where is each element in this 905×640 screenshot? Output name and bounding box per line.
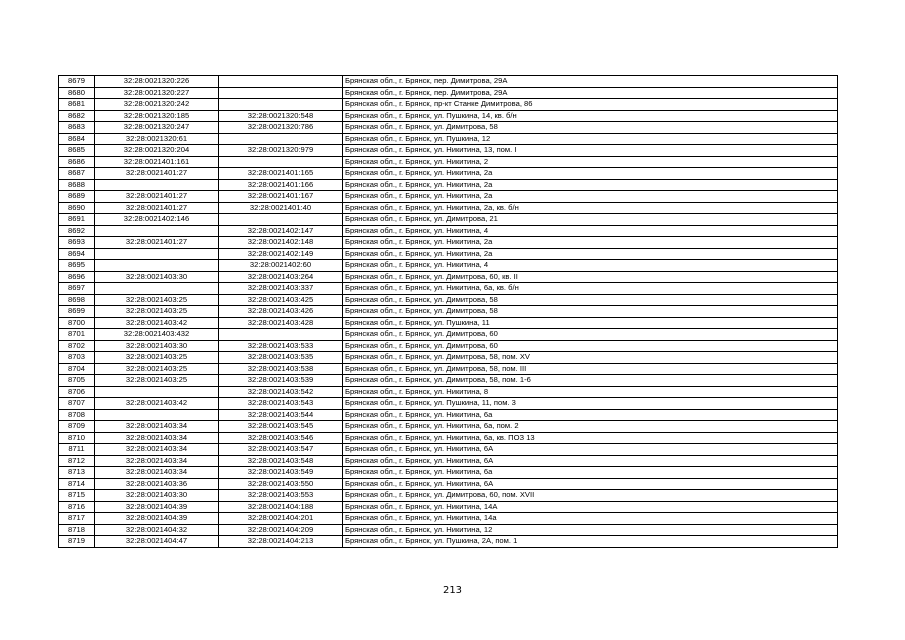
cadastral-number-cell: 32:28:0021320:227 [95, 87, 219, 99]
related-cadastral-number-cell: 32:28:0021404:209 [219, 524, 343, 536]
table-row [59, 317, 838, 329]
table-row [59, 191, 838, 203]
table-row [59, 329, 838, 341]
related-cadastral-number-cell: 32:28:0021404:201 [219, 513, 343, 525]
table-row [59, 156, 838, 168]
table-row [59, 398, 838, 410]
address-cell: Брянская обл., г. Брянск, ул. Пушкина, 2А, пом. 1 [343, 536, 838, 548]
registry-table-body [59, 76, 838, 548]
cadastral-number-cell: 32:28:0021403:36 [95, 478, 219, 490]
related-cadastral-number-cell: 32:28:0021403:545 [219, 421, 343, 433]
address-cell: Брянская обл., г. Брянск, ул. Никитина, 4 [343, 260, 838, 272]
cadastral-number-cell: 32:28:0021404:47 [95, 536, 219, 548]
row-number-cell: 8699 [59, 306, 95, 318]
address-cell: Брянская обл., г. Брянск, пер. Димитрова, 29А [343, 87, 838, 99]
related-cadastral-number-cell: 32:28:0021404:188 [219, 501, 343, 513]
row-number-cell: 8686 [59, 156, 95, 168]
cadastral-number-cell: 32:28:0021403:34 [95, 421, 219, 433]
address-cell: Брянская обл., г. Брянск, ул. Никитина, 2а [343, 248, 838, 260]
address-cell: Брянская обл., г. Брянск, ул. Димитрова, 58, пом. XV [343, 352, 838, 364]
row-number-cell: 8709 [59, 421, 95, 433]
row-number-cell: 8702 [59, 340, 95, 352]
related-cadastral-number-cell: 32:28:0021320:786 [219, 122, 343, 134]
related-cadastral-number-cell [219, 329, 343, 341]
related-cadastral-number-cell: 32:28:0021401:40 [219, 202, 343, 214]
related-cadastral-number-cell: 32:28:0021403:543 [219, 398, 343, 410]
table-row [59, 478, 838, 490]
cadastral-number-cell: 32:28:0021403:30 [95, 490, 219, 502]
cadastral-number-cell: 32:28:0021320:247 [95, 122, 219, 134]
address-cell: Брянская обл., г. Брянск, ул. Никитина, 2а [343, 237, 838, 249]
row-number-cell: 8693 [59, 237, 95, 249]
related-cadastral-number-cell: 32:28:0021403:533 [219, 340, 343, 352]
row-number-cell: 8701 [59, 329, 95, 341]
related-cadastral-number-cell: 32:28:0021404:213 [219, 536, 343, 548]
table-row [59, 306, 838, 318]
related-cadastral-number-cell: 32:28:0021403:337 [219, 283, 343, 295]
address-cell: Брянская обл., г. Брянск, ул. Никитина, 2а [343, 191, 838, 203]
related-cadastral-number-cell: 32:28:0021403:550 [219, 478, 343, 490]
table-row [59, 260, 838, 272]
table-row [59, 421, 838, 433]
related-cadastral-number-cell: 32:28:0021403:426 [219, 306, 343, 318]
address-cell: Брянская обл., г. Брянск, ул. Никитина, 6а [343, 467, 838, 479]
table-row [59, 432, 838, 444]
cadastral-number-cell: 32:28:0021403:34 [95, 467, 219, 479]
address-cell: Брянская обл., г. Брянск, ул. Пушкина, 12 [343, 133, 838, 145]
cadastral-number-cell [95, 283, 219, 295]
cadastral-number-cell [95, 409, 219, 421]
address-cell: Брянская обл., г. Брянск, ул. Пушкина, 11, пом. 3 [343, 398, 838, 410]
table-row [59, 467, 838, 479]
cadastral-number-cell: 32:28:0021403:25 [95, 352, 219, 364]
address-cell: Брянская обл., г. Брянск, ул. Димитрова, 21 [343, 214, 838, 226]
cadastral-number-cell: 32:28:0021403:34 [95, 455, 219, 467]
table-row [59, 490, 838, 502]
related-cadastral-number-cell: 32:28:0021401:167 [219, 191, 343, 203]
address-cell: Брянская обл., г. Брянск, ул. Никитина, 4 [343, 225, 838, 237]
address-cell: Брянская обл., г. Брянск, ул. Димитрова, 60 [343, 329, 838, 341]
cadastral-number-cell: 32:28:0021403:25 [95, 294, 219, 306]
table-row [59, 340, 838, 352]
address-cell: Брянская обл., г. Брянск, ул. Димитрова, 60, пом. XVII [343, 490, 838, 502]
related-cadastral-number-cell: 32:28:0021403:546 [219, 432, 343, 444]
table-row [59, 444, 838, 456]
row-number-cell: 8688 [59, 179, 95, 191]
row-number-cell: 8679 [59, 76, 95, 88]
table-row [59, 455, 838, 467]
row-number-cell: 8708 [59, 409, 95, 421]
table-row [59, 145, 838, 157]
row-number-cell: 8704 [59, 363, 95, 375]
cadastral-number-cell: 32:28:0021401:27 [95, 237, 219, 249]
address-cell: Брянская обл., г. Брянск, ул. Никитина, 8 [343, 386, 838, 398]
related-cadastral-number-cell: 32:28:0021402:149 [219, 248, 343, 260]
address-cell: Брянская обл., г. Брянск, ул. Никитина, 2а, кв. б/н [343, 202, 838, 214]
address-cell: Брянская обл., г. Брянск, ул. Никитина, 2 [343, 156, 838, 168]
cadastral-number-cell: 32:28:0021403:34 [95, 444, 219, 456]
cadastral-number-cell: 32:28:0021320:226 [95, 76, 219, 88]
address-cell: Брянская обл., г. Брянск, ул. Димитрова, 60 [343, 340, 838, 352]
address-cell: Брянская обл., г. Брянск, пр-кт Станке Димитрова, 86 [343, 99, 838, 111]
cadastral-number-cell: 32:28:0021320:185 [95, 110, 219, 122]
table-row [59, 501, 838, 513]
table-row [59, 225, 838, 237]
row-number-cell: 8718 [59, 524, 95, 536]
address-cell: Брянская обл., г. Брянск, ул. Димитрова, 58 [343, 294, 838, 306]
cadastral-number-cell [95, 386, 219, 398]
address-cell: Брянская обл., г. Брянск, ул. Никитина, 14А [343, 501, 838, 513]
cadastral-number-cell [95, 260, 219, 272]
row-number-cell: 8710 [59, 432, 95, 444]
registry-table [58, 75, 838, 548]
table-row [59, 99, 838, 111]
cadastral-number-cell: 32:28:0021404:32 [95, 524, 219, 536]
row-number-cell: 8692 [59, 225, 95, 237]
row-number-cell: 8717 [59, 513, 95, 525]
related-cadastral-number-cell: 32:28:0021403:264 [219, 271, 343, 283]
related-cadastral-number-cell [219, 133, 343, 145]
related-cadastral-number-cell: 32:28:0021401:165 [219, 168, 343, 180]
table-row [59, 248, 838, 260]
cadastral-number-cell: 32:28:0021403:34 [95, 432, 219, 444]
table-row [59, 524, 838, 536]
related-cadastral-number-cell: 32:28:0021403:542 [219, 386, 343, 398]
address-cell: Брянская обл., г. Брянск, ул. Димитрова, 60, кв. II [343, 271, 838, 283]
address-cell: Брянская обл., г. Брянск, ул. Никитина, 6а, кв. ПОЗ 13 [343, 432, 838, 444]
cadastral-number-cell: 32:28:0021404:39 [95, 501, 219, 513]
table-row [59, 214, 838, 226]
related-cadastral-number-cell: 32:28:0021403:548 [219, 455, 343, 467]
row-number-cell: 8716 [59, 501, 95, 513]
cadastral-number-cell [95, 225, 219, 237]
row-number-cell: 8705 [59, 375, 95, 387]
table-row [59, 283, 838, 295]
related-cadastral-number-cell [219, 76, 343, 88]
cadastral-number-cell: 32:28:0021320:61 [95, 133, 219, 145]
row-number-cell: 8696 [59, 271, 95, 283]
related-cadastral-number-cell: 32:28:0021403:538 [219, 363, 343, 375]
table-row [59, 237, 838, 249]
table-row [59, 168, 838, 180]
row-number-cell: 8697 [59, 283, 95, 295]
address-cell: Брянская обл., г. Брянск, ул. Никитина, 2а [343, 179, 838, 191]
row-number-cell: 8683 [59, 122, 95, 134]
related-cadastral-number-cell: 32:28:0021320:548 [219, 110, 343, 122]
table-row [59, 375, 838, 387]
table-row [59, 122, 838, 134]
related-cadastral-number-cell [219, 214, 343, 226]
address-cell: Брянская обл., г. Брянск, ул. Димитрова, 58, пом. 1-6 [343, 375, 838, 387]
row-number-cell: 8687 [59, 168, 95, 180]
related-cadastral-number-cell: 32:28:0021403:539 [219, 375, 343, 387]
address-cell: Брянская обл., г. Брянск, ул. Пушкина, 14, кв. б/н [343, 110, 838, 122]
table-row [59, 87, 838, 99]
address-cell: Брянская обл., г. Брянск, ул. Никитина, 6а [343, 409, 838, 421]
cadastral-number-cell: 32:28:0021403:30 [95, 340, 219, 352]
related-cadastral-number-cell: 32:28:0021402:147 [219, 225, 343, 237]
row-number-cell: 8698 [59, 294, 95, 306]
address-cell: Брянская обл., г. Брянск, пер. Димитрова, 29А [343, 76, 838, 88]
row-number-cell: 8706 [59, 386, 95, 398]
table-row [59, 363, 838, 375]
related-cadastral-number-cell: 32:28:0021403:428 [219, 317, 343, 329]
row-number-cell: 8719 [59, 536, 95, 548]
row-number-cell: 8703 [59, 352, 95, 364]
row-number-cell: 8715 [59, 490, 95, 502]
related-cadastral-number-cell: 32:28:0021403:553 [219, 490, 343, 502]
cadastral-number-cell [95, 179, 219, 191]
cadastral-number-cell [95, 248, 219, 260]
cadastral-number-cell: 32:28:0021401:27 [95, 191, 219, 203]
table-row [59, 179, 838, 191]
address-cell: Брянская обл., г. Брянск, ул. Димитрова, 58 [343, 306, 838, 318]
table-row [59, 271, 838, 283]
related-cadastral-number-cell: 32:28:0021403:549 [219, 467, 343, 479]
cadastral-number-cell: 32:28:0021403:25 [95, 363, 219, 375]
related-cadastral-number-cell: 32:28:0021401:166 [219, 179, 343, 191]
related-cadastral-number-cell: 32:28:0021403:425 [219, 294, 343, 306]
table-row [59, 409, 838, 421]
related-cadastral-number-cell [219, 87, 343, 99]
page-number: 213 [442, 585, 463, 596]
row-number-cell: 8682 [59, 110, 95, 122]
table-row [59, 294, 838, 306]
cadastral-number-cell: 32:28:0021401:27 [95, 168, 219, 180]
address-cell: Брянская обл., г. Брянск, ул. Никитина, 12 [343, 524, 838, 536]
row-number-cell: 8695 [59, 260, 95, 272]
address-cell: Брянская обл., г. Брянск, ул. Никитина, 6а, пом. 2 [343, 421, 838, 433]
row-number-cell: 8694 [59, 248, 95, 260]
row-number-cell: 8712 [59, 455, 95, 467]
cadastral-number-cell: 32:28:0021403:30 [95, 271, 219, 283]
address-cell: Брянская обл., г. Брянск, ул. Никитина, 13, пом. I [343, 145, 838, 157]
row-number-cell: 8680 [59, 87, 95, 99]
row-number-cell: 8681 [59, 99, 95, 111]
cadastral-number-cell: 32:28:0021403:42 [95, 398, 219, 410]
cadastral-number-cell: 32:28:0021403:25 [95, 375, 219, 387]
row-number-cell: 8700 [59, 317, 95, 329]
row-number-cell: 8684 [59, 133, 95, 145]
row-number-cell: 8707 [59, 398, 95, 410]
cadastral-number-cell: 32:28:0021320:242 [95, 99, 219, 111]
cadastral-number-cell: 32:28:0021403:42 [95, 317, 219, 329]
address-cell: Брянская обл., г. Брянск, ул. Никитина, 6А [343, 478, 838, 490]
related-cadastral-number-cell: 32:28:0021402:148 [219, 237, 343, 249]
related-cadastral-number-cell: 32:28:0021320:979 [219, 145, 343, 157]
cadastral-number-cell: 32:28:0021401:27 [95, 202, 219, 214]
cadastral-number-cell: 32:28:0021401:161 [95, 156, 219, 168]
table-row [59, 110, 838, 122]
table-row [59, 386, 838, 398]
related-cadastral-number-cell: 32:28:0021402:60 [219, 260, 343, 272]
cadastral-number-cell: 32:28:0021402:146 [95, 214, 219, 226]
address-cell: Брянская обл., г. Брянск, ул. Димитрова, 58, пом. III [343, 363, 838, 375]
cadastral-number-cell: 32:28:0021404:39 [95, 513, 219, 525]
address-cell: Брянская обл., г. Брянск, ул. Пушкина, 11 [343, 317, 838, 329]
table-row [59, 352, 838, 364]
table-row [59, 133, 838, 145]
cadastral-number-cell: 32:28:0021403:432 [95, 329, 219, 341]
table-row [59, 536, 838, 548]
table-row [59, 76, 838, 88]
related-cadastral-number-cell [219, 99, 343, 111]
row-number-cell: 8690 [59, 202, 95, 214]
related-cadastral-number-cell [219, 156, 343, 168]
row-number-cell: 8691 [59, 214, 95, 226]
row-number-cell: 8713 [59, 467, 95, 479]
address-cell: Брянская обл., г. Брянск, ул. Никитина, 6А [343, 444, 838, 456]
row-number-cell: 8711 [59, 444, 95, 456]
cadastral-number-cell: 32:28:0021320:204 [95, 145, 219, 157]
row-number-cell: 8714 [59, 478, 95, 490]
related-cadastral-number-cell: 32:28:0021403:535 [219, 352, 343, 364]
related-cadastral-number-cell: 32:28:0021403:544 [219, 409, 343, 421]
address-cell: Брянская обл., г. Брянск, ул. Димитрова, 58 [343, 122, 838, 134]
related-cadastral-number-cell: 32:28:0021403:547 [219, 444, 343, 456]
address-cell: Брянская обл., г. Брянск, ул. Никитина, 6а, кв. б/н [343, 283, 838, 295]
row-number-cell: 8685 [59, 145, 95, 157]
table-row [59, 513, 838, 525]
address-cell: Брянская обл., г. Брянск, ул. Никитина, 2а [343, 168, 838, 180]
table-row [59, 202, 838, 214]
cadastral-number-cell: 32:28:0021403:25 [95, 306, 219, 318]
address-cell: Брянская обл., г. Брянск, ул. Никитина, 14а [343, 513, 838, 525]
row-number-cell: 8689 [59, 191, 95, 203]
address-cell: Брянская обл., г. Брянск, ул. Никитина, 6А [343, 455, 838, 467]
